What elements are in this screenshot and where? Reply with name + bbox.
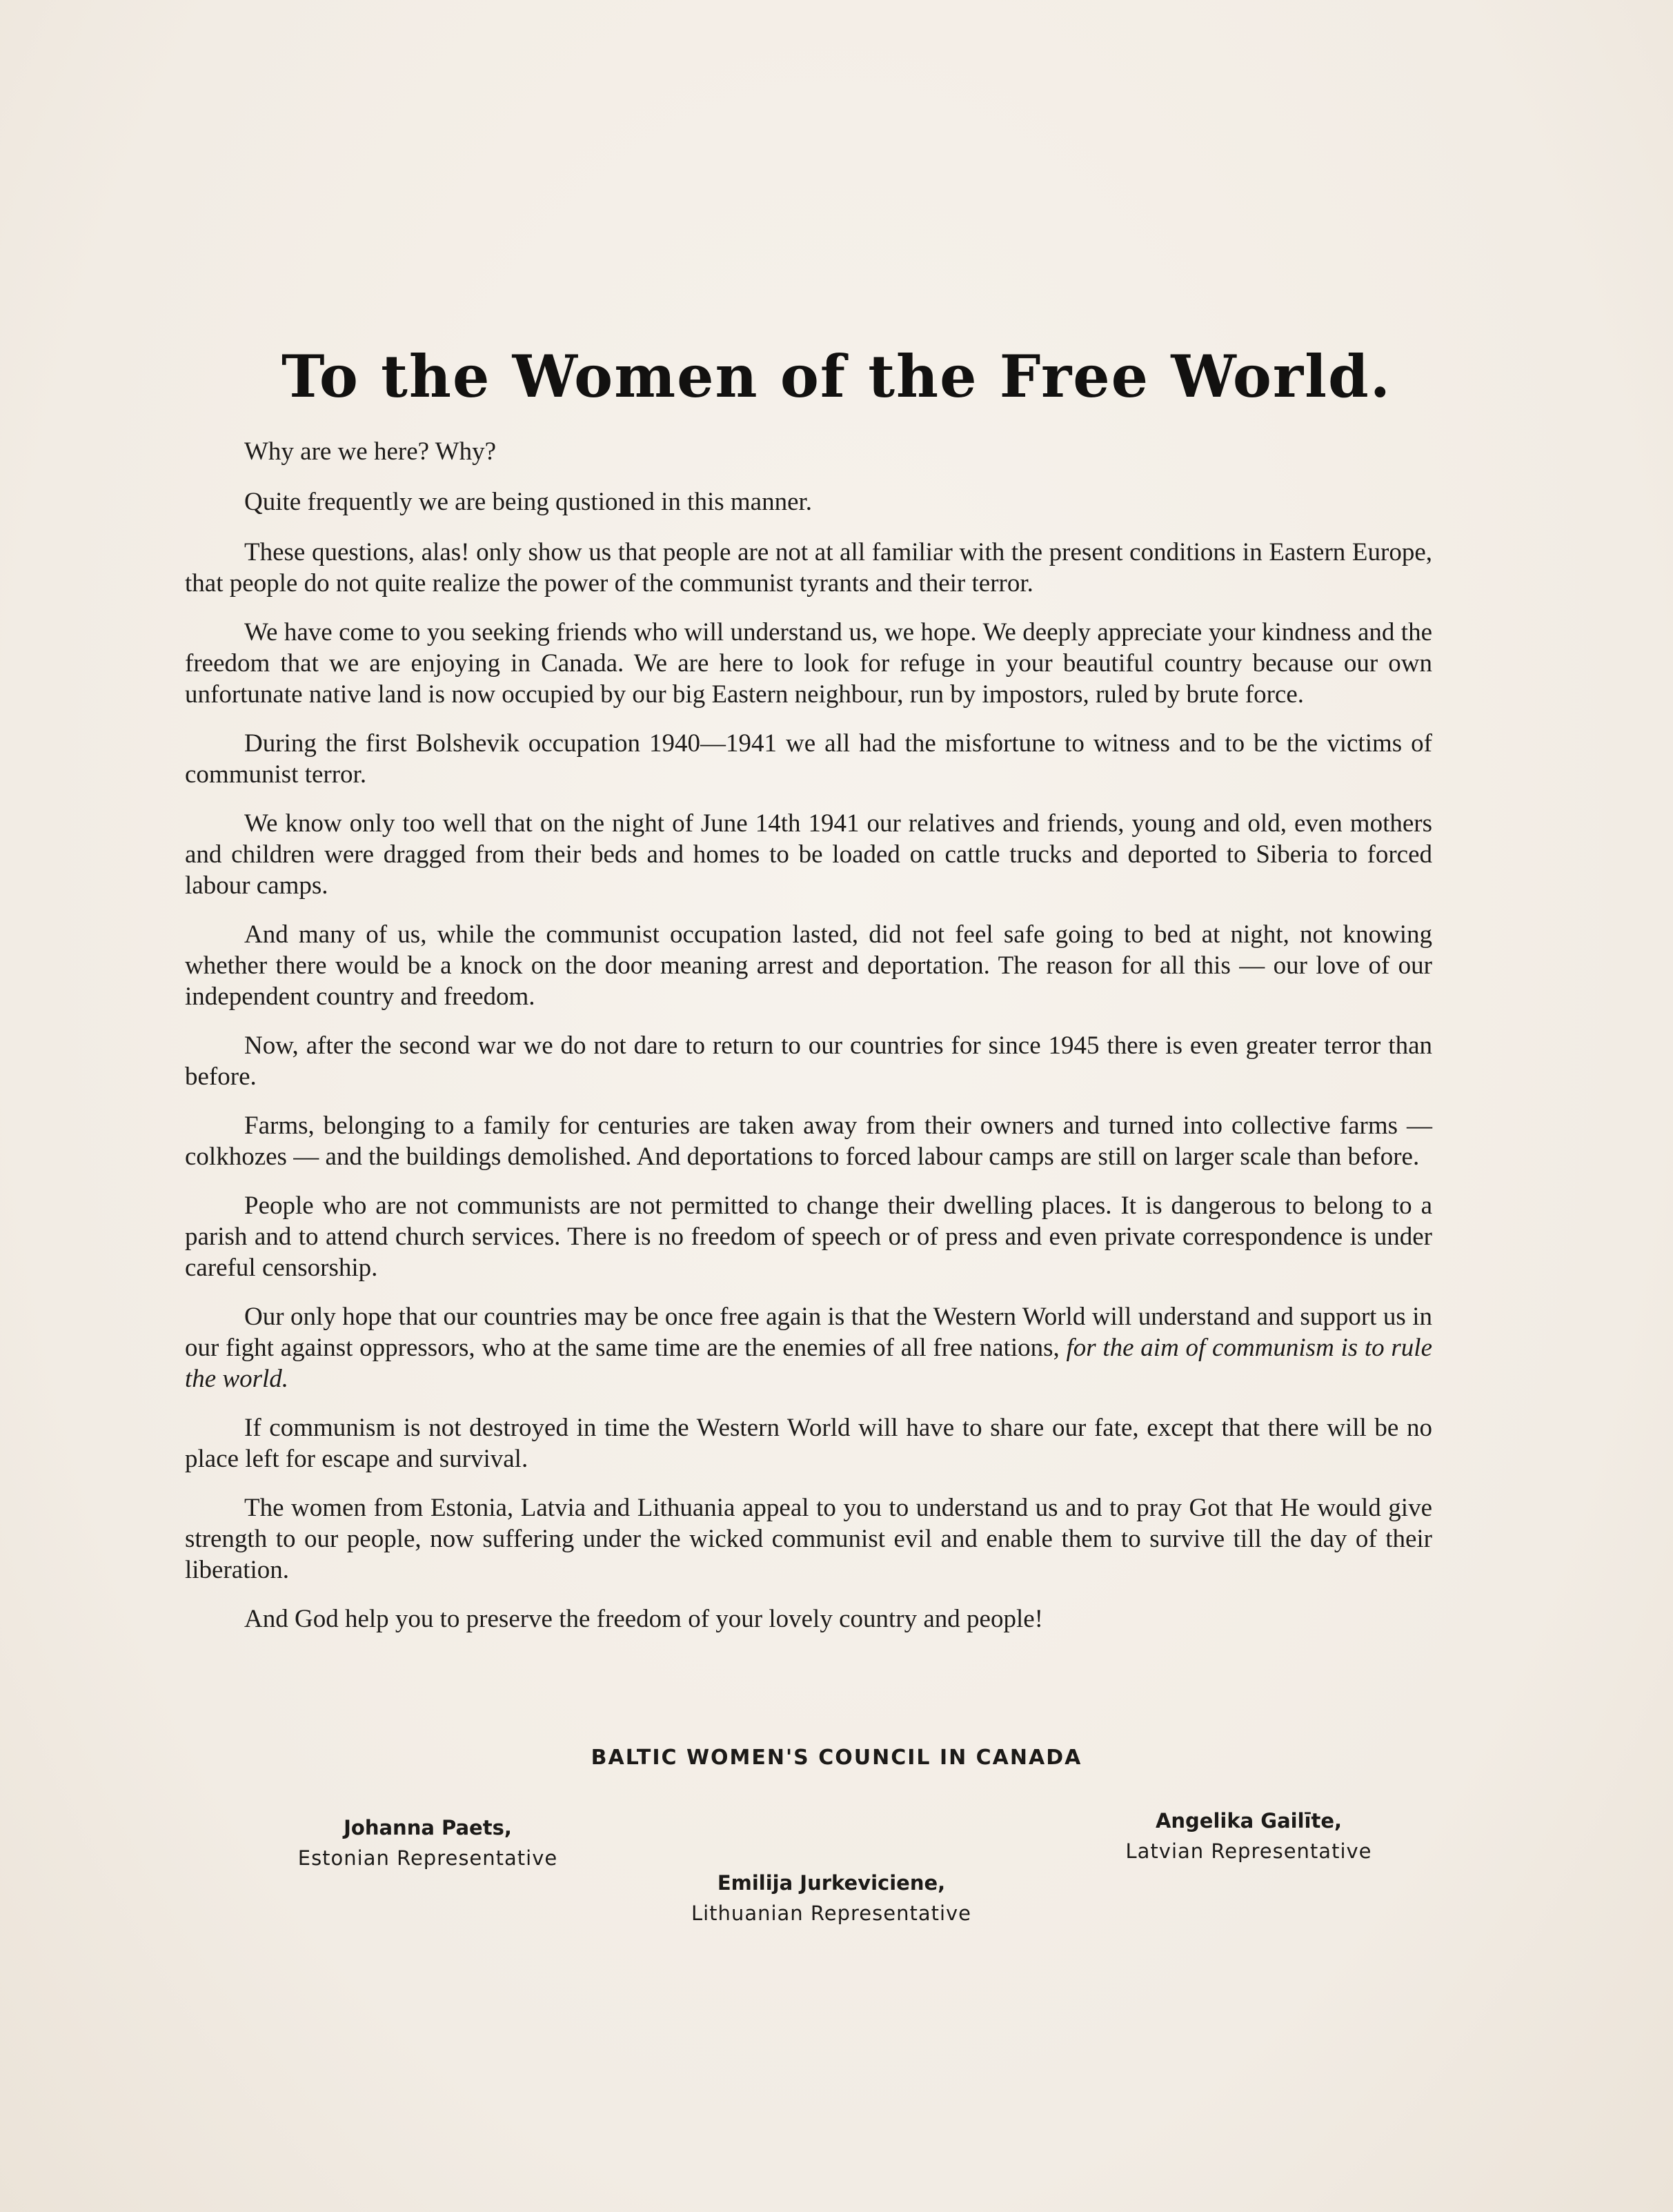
document-title: To the Women of the Free World. <box>281 342 1392 411</box>
paragraph-9: Farms, belonging to a family for centuries are taken away from their owners and turned into collective farms — colkhozes — and the buildings demolished. And deportations to forced labour camps are still on larger scale than before. <box>185 1112 1432 1171</box>
paragraph-1: Why are we here? Why? <box>244 437 496 466</box>
signatory-name: Angelika Gailīte, <box>1155 1809 1343 1833</box>
paragraph-3: These questions, alas! only show us that people are not at all familiar with the present conditions in Eastern Europe, that people do not quite realize the power of the communist tyrants and their terror. <box>185 538 1432 598</box>
signatory-name: Emilija Jurkeviciene, <box>717 1871 946 1895</box>
paragraph-13: The women from Estonia, Latvia and Lithuania appeal to you to understand us and to pray Got that He would give strength to our people, now suffering under the wicked communist evil and enable them to survive till the day of their liberation. <box>185 1494 1432 1584</box>
paragraph-12: If communism is not destroyed in time the Western World will have to share our fate, except that there will be no place left for escape and survival. <box>185 1414 1432 1473</box>
paragraph-6: We know only too well that on the night of June 14th 1941 our relatives and friends, young and old, even mothers and children were dragged from their beds and homes to be loaded on cattle trucks and deported to Siberia to forced labour camps. <box>185 809 1432 900</box>
paragraph-8: Now, after the second war we do not dare to return to our countries for since 1945 there is even greater terror than before. <box>185 1031 1432 1091</box>
signatory-role: Latvian Representative <box>1125 1839 1372 1863</box>
paragraph-10: People who are not communists are not permitted to change their dwelling places. It is dangerous to belong to a parish and to attend church services. There is no freedom of speech or of press and even private correspondence is under careful censorship. <box>185 1192 1432 1282</box>
paragraph-11-emphasis: for the aim of communism is to rule the world. <box>185 1334 1433 1393</box>
paragraph-11 <box>185 1301 1432 1394</box>
signature-lithuanian <box>611 1868 1052 1928</box>
paragraph-7: And many of us, while the communist occupation lasted, did not feel safe going to bed at night, not knowing whether there would be a knock on the door meaning arrest and deportation. The reason for all this — our love of our independent country and freedom. <box>185 920 1432 1011</box>
signature-estonian <box>228 1813 628 1873</box>
paragraph-5: During the first Bolshevik occupation 1940—1941 we all had the misfortune to witness and to be the victims of communist terror. <box>185 729 1432 789</box>
paragraph-14: And God help you to preserve the freedom of your lovely country and people! <box>244 1605 1043 1633</box>
letter-body <box>185 436 1432 1652</box>
paragraph-4: We have come to you seeking friends who will understand us, we hope. We deeply appreciate your kindness and the freedom that we are enjoying in Canada. We are here to look for refuge in your beautiful country because our own unfortunate native land is now occupied by our big Eastern neighbour, run by impostors, ruled by brute force. <box>185 618 1432 709</box>
paragraph-11-text: Our only hope that our countries may be once free again is that the Western World will understand and support us in our fight against oppressors, who at the same time are the enemies of all free nations, <box>185 1303 1432 1362</box>
paragraph-2: Quite frequently we are being qustioned in this manner. <box>244 488 813 516</box>
organization-name: BALTIC WOMEN'S COUNCIL IN CANADA <box>591 1746 1082 1770</box>
signature-latvian <box>1049 1806 1449 1866</box>
signatory-role: Lithuanian Representative <box>691 1902 972 1925</box>
signatory-role: Estonian Representative <box>297 1846 558 1870</box>
signatory-name: Johanna Paets, <box>344 1816 512 1839</box>
